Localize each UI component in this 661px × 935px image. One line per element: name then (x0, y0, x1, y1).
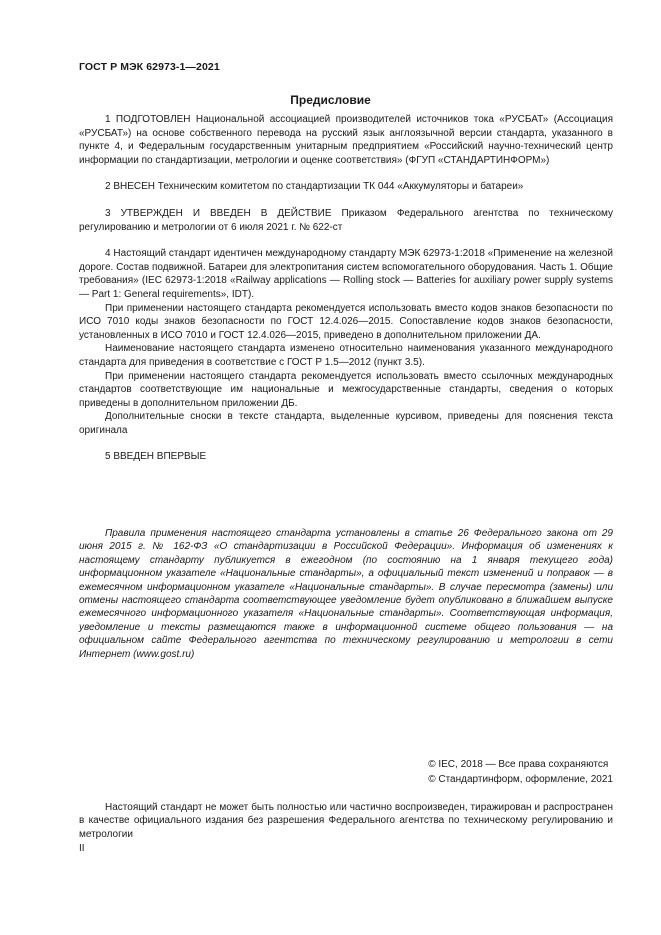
copyright-block (428, 758, 613, 788)
section-4-references: При применении настоящего стандарта рекомендуется использовать вместо ссылочных международных стандартов соответствующие им национальные и межгосударственные стандарты, сведения о которых приведены в дополнительном приложении ДБ. (79, 370, 613, 409)
section-1-prepared: 1 ПОДГОТОВЛЕН Национальной ассоциацией производителей источников тока «РУСБАТ» (Ассоциация «РУСБАТ») на основе собственного перевода на русский язык англоязычной версии стандарта, указанного в пункте 4, и Федеральным государственным унитарным предприятием «Российский научно-технический центр информации по стандартизации, метрологии и оценке соответствия» (ФГУП «СТАНДАРТИНФОРМ») (79, 114, 613, 166)
application-rules-notice: Правила применения настоящего стандарта установлены в статье 26 Федерального закона от 29 июня 2015 г. № 162-ФЗ «О стандартизации в Российской Федерации». Информация об изменениях к настоящему стандарту публикуется в ежегодном (по состоянию на 1 января текущего года) информационном указателе «Национальные стандарты», а официальный текст изменений и поправок — в ежемесячном информационном указателе «Национальные стандарты». В случае пересмотра (замены) или отмены настоящего стандарта соответствующее уведомление будет опубликовано в ближайшем выпуске ежемесячного информационного указателя «Национальные стандарты». Соответствующая информация, уведомление и тексты размещаются также в информационной системе общего пользования — на официальном сайте Федерального агентства по техническому регулированию и метрологии в сети Интернет (www.gost.ru) (79, 528, 613, 660)
section-4-safety-codes: При применении настоящего стандарта рекомендуется использовать вместо кодов знаков безопасности по ИСО 7010 коды знаков безопасности по ГОСТ 12.4.026—2015. Сопоставление кодов знаков безопасности, установленных в ИСО 7010 и ГОСТ 12.4.026—2015, приведено в дополнительном приложении ДА. (79, 302, 613, 341)
section-4-footnotes: Дополнительные сноски в тексте стандарта, выделенные курсивом, приведены для пояснения текста оригинала (79, 411, 613, 436)
reproduction-notice: Настоящий стандарт не может быть полностью или частично воспроизведен, тиражирован и распространен в качестве официального издания без разрешения Федерального агентства по техническому регулированию и метрологии (79, 802, 613, 840)
section-2-introduced: 2 ВНЕСЕН Техническим комитетом по стандартизации ТК 044 «Аккумуляторы и батареи» (105, 181, 524, 193)
section-3-approved: 3 УТВЕРЖДЕН И ВВЕДЕН В ДЕЙСТВИЕ Приказом Федерального агентства по техническому регулированию и метрологии от 6 июля 2021 г. № 622-ст (79, 207, 613, 233)
section-5-first-introduced: 5 ВВЕДЕН ВПЕРВЫЕ (105, 451, 207, 463)
standard-header: ГОСТ Р МЭК 62973-1—2021 (79, 61, 220, 73)
page-title: Предисловие (290, 93, 371, 107)
section-4-title-change: Наименование настоящего стандарта изменено относительно наименования указанного международного стандарта для приведения в соответствие с ГОСТ Р 1.5—2012 (пункт 3.5). (79, 343, 613, 368)
foreword-body (79, 113, 613, 464)
copyright-iec: © IEC, 2018 — Все права сохраняются (428, 759, 609, 770)
copyright-standartinform: © Стандартинформ, оформление, 2021 (428, 773, 613, 785)
page-number: II (79, 843, 85, 854)
section-4-identical: 4 Настоящий стандарт идентичен международному стандарту МЭК 62973-1:2018 «Применение на железной дороге. Состав подвижной. Батареи для электропитания систем вспомогательного оборудования. Часть 1. Общие требования» (IEC 62973-1:2018 «Railway applications — Rolling stock — Batteries for auxiliary power supply systems — Part 1: General requirements», IDT). (79, 248, 613, 300)
